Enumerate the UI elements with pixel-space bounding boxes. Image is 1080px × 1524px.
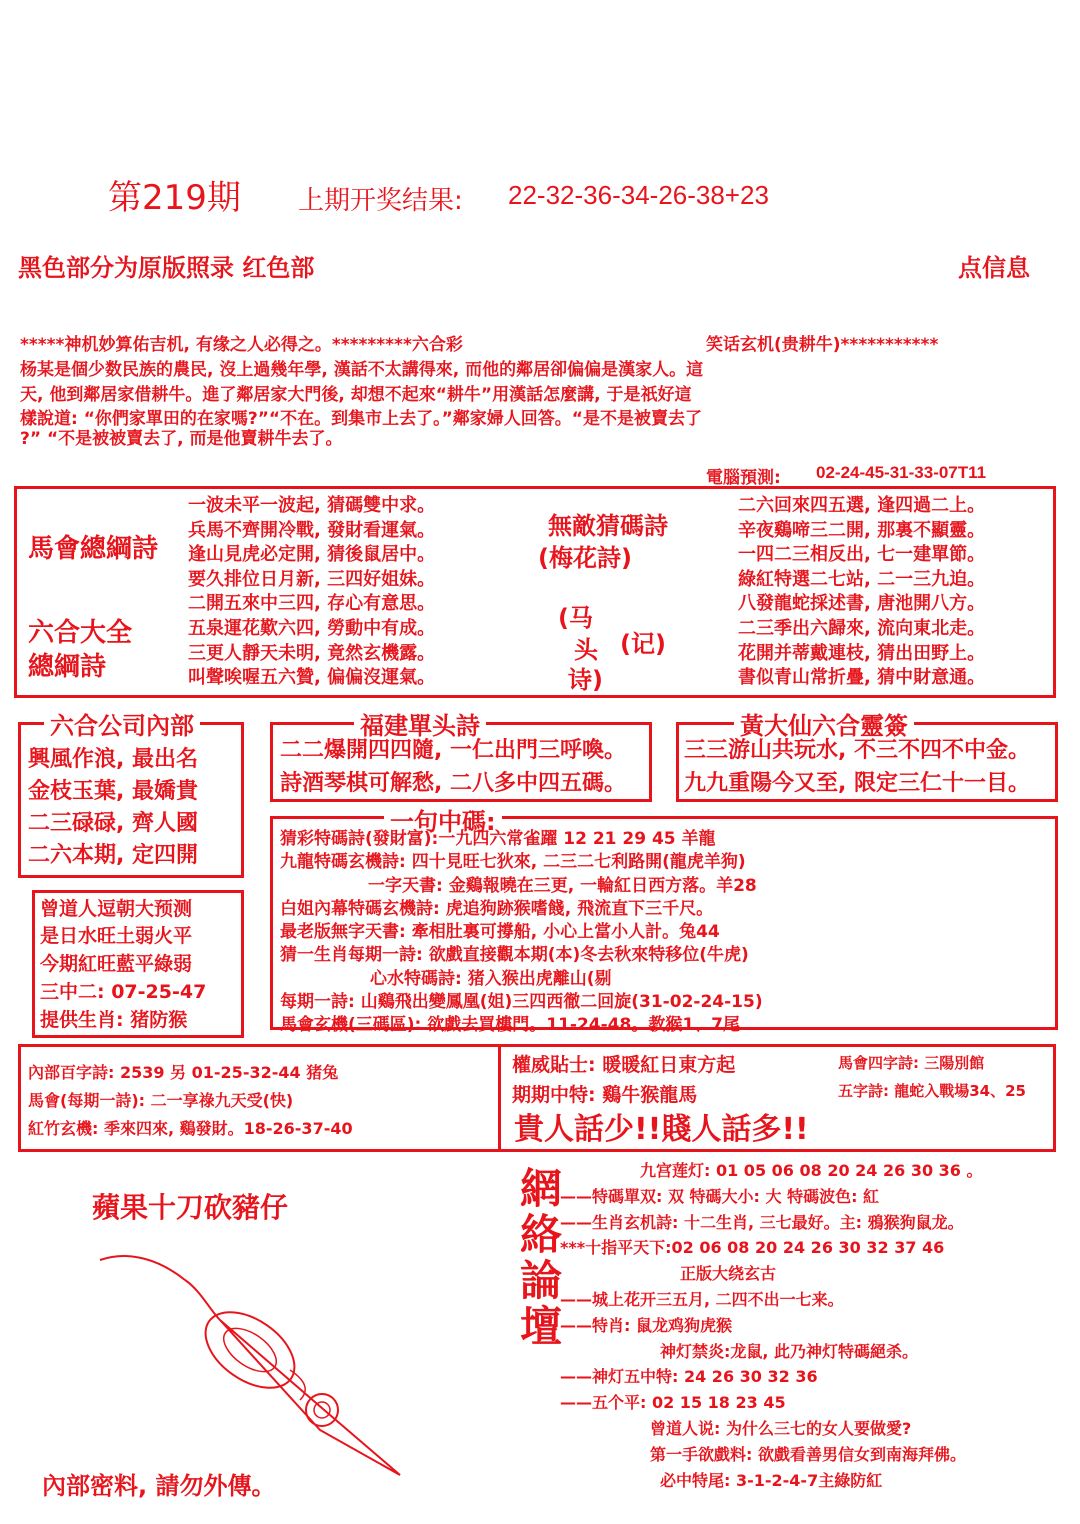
yiju-line: 馬會玄機(三碼區): 欲戲去買樓門。11-24-48。教猴1、7尾	[280, 1015, 740, 1036]
quanwei-line-1a: 權威貼士: 暖暖紅日東方起	[512, 1054, 736, 1076]
poem-left-line: 二開五來中三四, 存心有意思。	[188, 593, 436, 615]
yiju-title: 一句中碼:	[384, 802, 502, 837]
liuhe-line: 二六本期, 定四開	[28, 843, 199, 868]
poem-right-line: 花開并蒂戴連枝, 猜出田野上。	[738, 642, 986, 664]
yiju-line: 最老版無字天書: 牽相肚裏可撐船, 小心上當小人計。兔44	[280, 922, 720, 943]
wong-title: 黃大仙六合靈簽	[734, 706, 914, 741]
forum-line: ——生肖玄机詩: 十二生肖, 三七最好。主: 鴉猴狗鼠龙。	[560, 1212, 964, 1232]
quanwei-line-1b: 馬會四字詩: 三陽別館	[838, 1054, 985, 1072]
forum-lines	[560, 1158, 983, 1493]
issue-number: 第219期	[108, 178, 241, 218]
knife-illustration	[90, 1240, 420, 1480]
poem-right-lines	[738, 494, 985, 691]
quanwei-line-2b: 五字詩: 龍蛇入戰場34、25	[838, 1082, 1026, 1100]
forecast-value: 02-24-45-31-33-07T11	[816, 463, 987, 482]
poem-mid-title-3d: 诗)	[568, 666, 603, 694]
joke-line-1a: *****神机妙算佑吉机, 有缘之人必得之。*********六合彩	[20, 335, 463, 355]
poem-left-line: 五泉運花歎六四, 勞動中有成。	[188, 617, 436, 639]
yiju-line: 九龍特碼玄機詩: 四十見旺七狄來, 二三二七利路開(龍虎羊狗)	[280, 852, 746, 873]
poem-mid-title-1: 無敵猜碼詩	[548, 512, 668, 540]
poem-mid-title-3c: (记)	[620, 630, 666, 658]
poem-left-line: 一波未平一波起, 猜碼雙中求。	[188, 495, 436, 516]
poem-right-line: 綠紅特選二七站, 二一三九迫。	[738, 568, 986, 590]
forum-line: ——城上花开三五月, 二四不出一七来。	[560, 1289, 844, 1309]
fujian-line: 二二爆開四四隨, 一仁出門三呼喚。	[280, 738, 627, 763]
zeng-title: 曾道人逗朝大预测	[40, 898, 193, 920]
poem-right-line: 書似青山常折疊, 猜中財意通。	[738, 667, 986, 689]
joke-line-2: 杨某是個少数民族的農民, 沒上過幾年學, 漢話不太講得來, 而他的鄰居卻偏偏是漢家人。這	[20, 360, 704, 380]
joke-line-5: ?” “不是被被賣去了, 而是他賣耕牛去了。	[20, 429, 343, 449]
forum-line: ——特碼單双: 双 特碼大小: 大 特碼波色: 紅	[560, 1186, 880, 1206]
poem-left-line: 逢山見虎必定開, 猜後鼠居中。	[188, 544, 436, 566]
poem-left-line: 叫聲唉喔五六贊, 偏偏沒運氣。	[188, 667, 436, 689]
forum-line: 正版大绕玄古	[680, 1264, 777, 1284]
yiju-line: 心水特碼詩: 猪入猴出虎離山(剔	[370, 968, 612, 989]
liuhe-line: 金枝玉葉, 最嬌貴	[28, 779, 199, 804]
poem-mid-title-3a: (马	[558, 604, 593, 632]
poem-right-line: 八發龍蛇採述書, 唐池開八方。	[738, 593, 986, 615]
last-result: 22-32-36-34-26-38+23	[508, 180, 769, 210]
zeng-line: 是日水旺土弱火平	[40, 925, 193, 947]
poem-right-line: 二六回來四五選, 逢四過二上。	[738, 495, 986, 516]
liuhe-line: 二三碌碌, 齊人國	[28, 811, 199, 836]
forum-line: ——神灯五中特: 24 26 30 32 36	[560, 1367, 818, 1387]
poem-left-line: 要久排位日月新, 三四好姐妹。	[188, 568, 436, 590]
quanwei-slogan: 貴人話少!!賤人話多!!	[514, 1112, 809, 1147]
forum-line: ——特肖: 鼠龙鸡狗虎猴	[560, 1315, 732, 1335]
last-result-label: 上期开奖结果:	[298, 186, 463, 216]
neibu-line-3: 紅竹玄機: 季來四來, 鷄發財。18-26-37-40	[28, 1119, 353, 1138]
knife-footer: 內部密料, 請勿外傳。	[42, 1472, 276, 1500]
liuhe-line: 興風作浪, 最出名	[28, 747, 199, 772]
notice-right: 点信息	[958, 254, 1030, 282]
poem-right-line: 一四二三相反出, 七一建單節。	[738, 544, 986, 566]
joke-line-1b: 笑话玄机(贵耕牛)***********	[706, 335, 939, 355]
poem-mid-title-2: (梅花詩)	[538, 544, 632, 572]
zeng-line: 提供生肖: 猪防猴	[40, 1009, 188, 1031]
liuhe-title: 六合公司內部	[44, 706, 200, 741]
forum-line: ***十指平天下:02 06 08 20 24 26 30 32 37 46	[560, 1238, 945, 1258]
forum-line: 第一手欲戲料: 欲戲看善男信女到南海拜佛。	[650, 1444, 966, 1464]
fujian-lines	[280, 734, 626, 800]
poem-left-lines	[188, 494, 435, 691]
poem-left-line: 兵馬不齊開冷戰, 發財看運氣。	[188, 519, 436, 541]
forum-line: 曾道人说: 为什么三七的女人要做愛?	[650, 1418, 912, 1438]
forum-line: 必中特尾: 3-1-2-4-7主綠防紅	[660, 1470, 883, 1490]
yiju-line: 白姐內幕特碼玄機詩: 虎追狗跡猴嗜餞, 飛流直下三千尺。	[280, 898, 714, 919]
neibu-line-1: 內部百字詩: 2539 另 01-25-32-44 猪兔	[28, 1063, 339, 1082]
zeng-line: 今期紅旺藍平綠弱	[40, 953, 193, 975]
notice-left: 黑色部分为原版照录 红色部	[18, 254, 315, 282]
forecast-label: 電腦預測:	[706, 468, 781, 488]
joke-line-4: 樣說道: “你們家單田的在家嗎?”“不在。到集市上去了。”鄰家婦人回答。“是不是被賣去了	[20, 409, 702, 429]
poem-right-line: 辛夜鷄啼三二開, 那裏不顯靈。	[738, 519, 986, 541]
fujian-line: 詩酒琴棋可解愁, 二八多中四五碼。	[280, 771, 627, 796]
forum-vertical-title: 網絡論壇	[514, 1166, 563, 1350]
yiju-line: 一字天書: 金鷄報曉在三更, 一輪紅日西方落。羊28	[368, 875, 757, 896]
quanwei-line-2a: 期期中特: 鷄牛猴龍馬	[512, 1084, 698, 1106]
yiju-line: 猜一生肖每期一詩: 欲戲直接觀本期(本)冬去秋來特移位(牛虎)	[280, 945, 749, 966]
poem-right-line: 二三季出六歸來, 流向東北走。	[738, 617, 986, 639]
yiju-line: 猜彩特碼詩(發財富):一九四六常雀躍 12 21 29 45 羊龍	[280, 829, 716, 849]
poem-left-title-1: 馬會總綱詩	[28, 534, 159, 564]
zeng-lines	[40, 922, 206, 1034]
poem-left-title-2b: 總綱詩	[28, 652, 107, 682]
joke-line-3: 天, 他到鄰居家借耕牛。進了鄰居家大門後, 却想不起來“耕牛”用漢話怎麼講, 于是祇好這	[20, 385, 692, 405]
neibu-line-2: 馬會(每期一詩): 二一享祿九天受(快)	[28, 1091, 294, 1110]
fujian-title: 福建單头詩	[354, 706, 486, 741]
poem-left-line: 三更人靜天未明, 竟然玄機露。	[188, 642, 436, 664]
poem-left-title-2a: 六合大全	[28, 618, 133, 648]
quanwei-divider	[498, 1044, 501, 1152]
wong-lines	[684, 734, 1030, 800]
forum-line: ——五个平: 02 15 18 23 45	[560, 1393, 786, 1413]
wong-line: 九九重陽今又至, 限定三仁十一目。	[684, 771, 1031, 796]
poem-mid-title-3b: 头	[574, 636, 598, 664]
forum-line: 九宫莲灯: 01 05 06 08 20 24 26 30 36 。	[640, 1161, 983, 1180]
yiju-lines	[280, 828, 763, 1038]
yiju-line: 每期一詩: 山鷄飛出變鳳凰(姐)三四西徹二回旋(31-02-24-15)	[280, 992, 763, 1013]
zeng-line: 三中二: 07-25-47	[40, 981, 207, 1003]
liuhe-lines	[28, 744, 198, 872]
forum-line: 神灯禁炎:龙鼠, 此乃神灯特碼絕杀。	[660, 1341, 919, 1361]
wong-line: 三三游山共玩水, 不三不四不中金。	[684, 738, 1031, 763]
knife-title: 蘋果十刀砍豬仔	[92, 1191, 289, 1224]
